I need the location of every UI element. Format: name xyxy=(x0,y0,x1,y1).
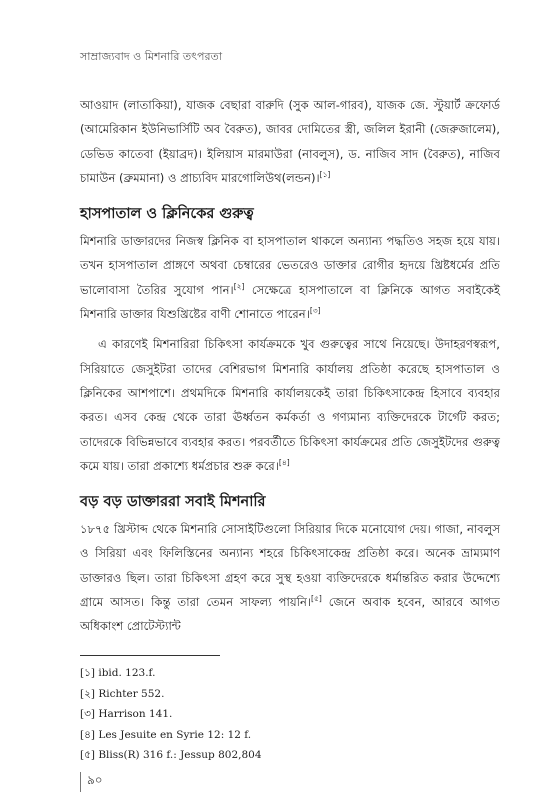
footnote-ref-1[interactable]: [১] xyxy=(319,170,331,180)
footnote-1: [১] ibid. 123.f. xyxy=(80,667,156,679)
footnote-3: [৩] Harrison 141. xyxy=(80,708,173,720)
section-heading-hospital: হাসপাতাল ও ক্লিনিকের গুরুত্ব xyxy=(80,206,254,223)
footnote-ref-4[interactable]: [৪] xyxy=(278,458,290,467)
footnote-4: [৪] Les Jesuite en Syrie 12: 12 f. xyxy=(80,728,252,741)
section-heading-doctors: বড় বড় ডাক্তাররা সবাই মিশনারি xyxy=(80,494,266,511)
footnote-ref-5[interactable]: [৫] xyxy=(311,594,322,604)
footnotes xyxy=(80,663,262,766)
doctors-text-2: জেনে অবাক হবেন, আরবে আগত অধিকাংশ প্রোটেস্ট্যান্ট xyxy=(80,595,500,634)
running-header: সাম্রাজ্যবাদ ও মিশনারি তৎপরতা xyxy=(80,50,223,63)
hospital-text-1: মিশনারি ডাক্তারদের নিজস্ব ক্লিনিক বা হাসপাতাল থাকলে অন্যান্য পদ্ধতিও সহজ হয়ে যায়। তখন হাসপাতাল প্রাঙ্গণে অথবা চেম্বারের ভেতরেও ডাক্তার রোগীর হৃদয়ে খ্রিষ্টধর্মের প্রতি ভালোবাসা তৈরির সুযোগ পান। xyxy=(80,234,500,297)
footnote-ref-3[interactable]: [৩] xyxy=(309,306,321,316)
footnote-ref-2[interactable]: [২] xyxy=(233,281,245,291)
intro-paragraph xyxy=(80,93,500,190)
intro-text: আওয়াদ (লাতাকিয়া), যাজক বেছারা বারুদি (সুক আল-গারব), যাজক জে. স্টুয়ার্ট ক্রফোর্ড (আমেরিকান ইউনিভার্সিটি অব বৈরুত), জাবর দোমিতের স্ত্রী, জলিল ইরানী (জেরুজালেম), ডেভিড কাতেবা (ইয়াব্রদ)। ইলিয়াস মারমাউরা (নাবলুস), ড. নাজিব সাদ (বৈরুত), নাজিব চামাউন (ব্রুমমানা) ও প্রাচ্যবিদ মারগোলিউথ(লন্ডন)। xyxy=(80,98,500,185)
hospital-paragraph-2 xyxy=(80,332,500,478)
footnote-2: [২] Richter 552. xyxy=(80,687,165,700)
hospital-paragraph-1 xyxy=(80,229,500,326)
main-content xyxy=(80,93,500,639)
doctors-text-1: ১৮৭৫ খ্রিস্টাব্দ থেকে মিশনারি সোসাইটিগুলো সিরিয়ার দিকে মনোযোগ দেয়। গাজা, নাবলুস ও সিরিয়া এবং ফিলিস্তিনের অন্যান্য শহরে চিকিৎসাকেন্দ্র প্রতিষ্ঠা করে। অনেক ভ্রাম্যমাণ ডাক্তারও ছিল। তারা চিকিৎসা গ্রহণ করে সুস্থ হওয়া ব্যক্তিদেরকে ধর্মান্তরিত করার উদ্দেশ্যে গ্রামে আসত। কিন্তু তারা তেমন সাফল্য পায়নি। xyxy=(80,522,500,610)
hospital-text-3: এ কারণেই মিশনারিরা চিকিৎসা কার্যক্রমকে খুব গুরুত্বের সাথে নিয়েছে। উদাহরণস্বরূপ, সিরিয়াতে জেসুইটরা তাদের বেশিরভাগ মিশনারি কার্যালয় প্রতিষ্ঠা করেছে হাসপাতাল ও ক্লিনিকের আশপাশে। প্রথমদিকে মিশনারি কার্যালয়কেই তারা চিকিৎসাকেন্দ্র হিসাবে ব্যবহার করত। এসব কেন্দ্র থেকে তারা ঊর্ধ্বতন কর্মকর্তা ও গণ্যমান্য ব্যক্তিদেরকে টার্গেট করত; তাদেরকে বিভিন্নভাবে ব্যবহার করত। পরবর্তীতে চিকিৎসা কার্যক্রমের প্রতি জেসুইটদের গুরুত্ব কমে যায়। তারা প্রকাশ্যে ধর্মপ্রচার শুরু করে। xyxy=(80,337,500,473)
hospital-text-2: সেক্ষেত্রে হাসপাতালে বা ক্লিনিকে আগত সবাইকেই মিশনারি ডাক্তার যিশুখ্রিষ্টের বাণী শোনাতে পারেন। xyxy=(80,282,500,322)
footnote-5: [৫] Bliss(R) 316 f.: Jessup 802,804 xyxy=(80,749,262,761)
doctors-paragraph-1 xyxy=(80,517,500,638)
footnote-divider xyxy=(80,655,220,656)
page-number: ৯০ xyxy=(80,772,103,792)
